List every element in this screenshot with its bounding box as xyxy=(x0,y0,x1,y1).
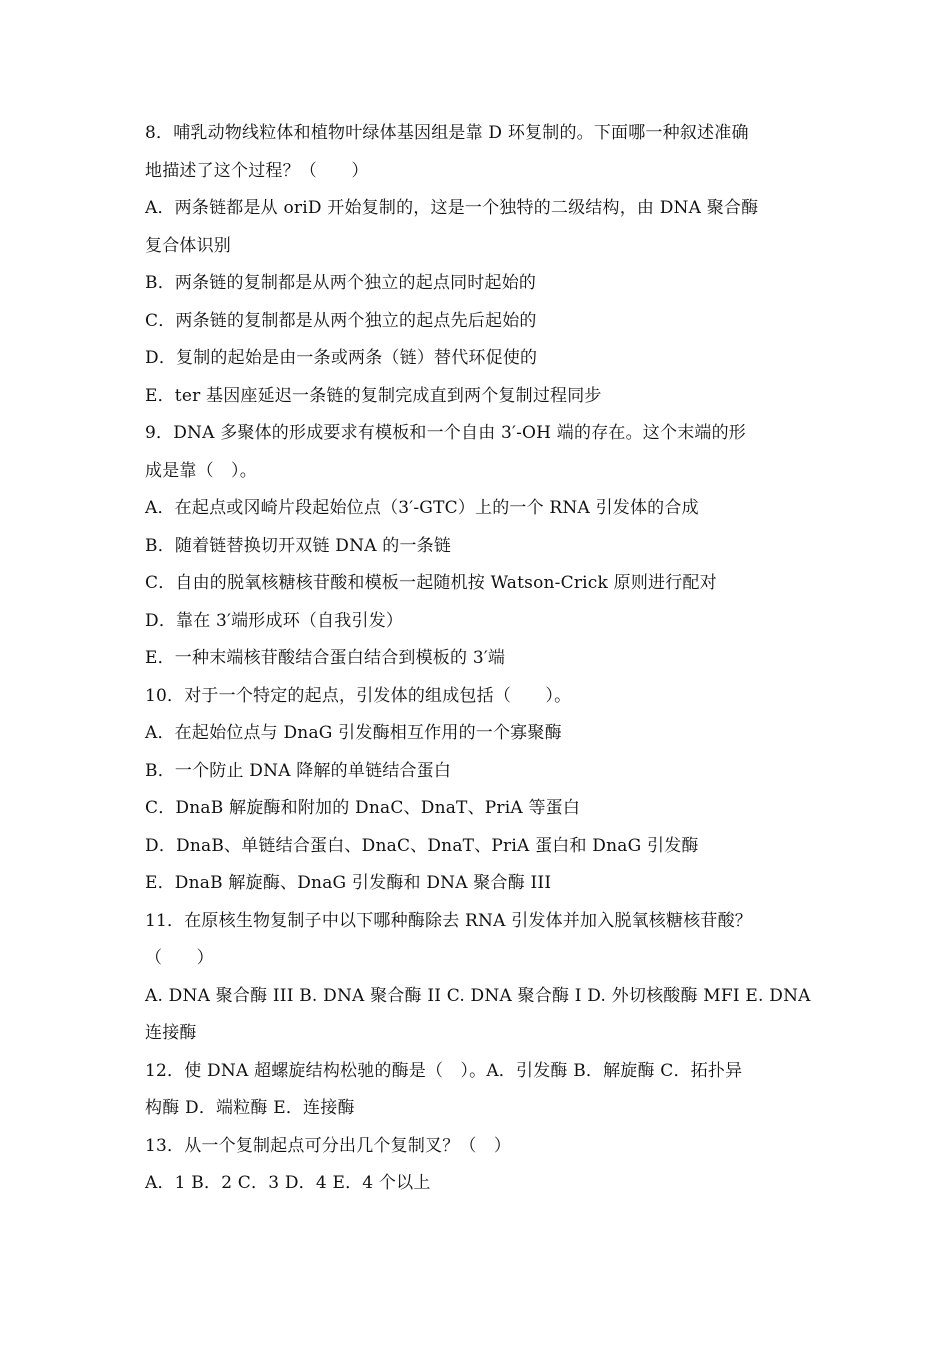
q13-options: A．1 B．2 C．3 D．4 E．4 个以上 xyxy=(145,1173,431,1193)
q9-option-b: B．随着链替换切开双链 DNA 的一条链 xyxy=(145,535,452,556)
q8-stem-line-1: 8．哺乳动物线粒体和植物叶绿体基因组是靠 D 环复制的。下面哪一种叙述准确 xyxy=(145,123,749,143)
q11-stem-line-2: （ ） xyxy=(145,948,214,968)
q10-option-a: A．在起始位点与 DnaG 引发酶相互作用的一个寡聚酶 xyxy=(145,723,562,743)
question-text-block xyxy=(145,115,813,1203)
q10-option-e: E．DnaB 解旋酶、DnaG 引发酶和 DNA 聚合酶 III xyxy=(145,873,552,893)
q11-options-line-1: A. DNA 聚合酶 III B. DNA 聚合酶 II C. DNA 聚合酶 I D. 外切核酸酶 MFI E. DNA xyxy=(145,985,811,1006)
q9-option-c: C．自由的脱氧核糖核苷酸和模板一起随机按 Watson-Crick 原则进行配对 xyxy=(145,573,717,593)
q9-option-e: E．一种末端核苷酸结合蛋白结合到模板的 3′端 xyxy=(145,648,506,668)
q10-option-c: C．DnaB 解旋酶和附加的 DnaC、DnaT、PriA 等蛋白 xyxy=(145,798,581,818)
q10-option-b: B．一个防止 DNA 降解的单链结合蛋白 xyxy=(145,760,452,781)
q10-option-d: D．DnaB、单链结合蛋白、DnaC、DnaT、PriA 蛋白和 DnaG 引发酶 xyxy=(145,835,699,856)
q9-stem-line-1: 9．DNA 多聚体的形成要求有模板和一个自由 3′-OH 端的存在。这个末端的形 xyxy=(145,423,746,443)
q12-line-2: 构酶 D．端粒酶 E．连接酶 xyxy=(145,1098,355,1118)
q11-stem-line-1: 11．在原核生物复制子中以下哪种酶除去 RNA 引发体并加入脱氧核糖核苷酸？ xyxy=(145,910,752,931)
q8-option-a-line-1: A．两条链都是从 oriD 开始复制的，这是一个独特的二级结构，由 DNA 聚合酶 xyxy=(145,198,759,218)
q8-option-a-line-2: 复合体识别 xyxy=(145,235,231,256)
q8-option-b: B．两条链的复制都是从两个独立的起点同时起始的 xyxy=(145,273,537,293)
q9-stem-line-2: 成是靠（ ）。 xyxy=(145,460,257,481)
q12-line-1: 12．使 DNA 超螺旋结构松驰的酶是（ ）。A．引发酶 B．解旋酶 C．拓扑异 xyxy=(145,1060,743,1081)
q11-options-line-2: 连接酶 xyxy=(145,1023,197,1043)
q8-option-c: C．两条链的复制都是从两个独立的起点先后起始的 xyxy=(145,310,537,331)
q8-stem-line-2: 地描述了这个过程？（ ） xyxy=(145,160,369,181)
q8-option-d: D．复制的起始是由一条或两条（链）替代环促使的 xyxy=(145,348,538,368)
q13-stem: 13．从一个复制起点可分出几个复制叉？（ ） xyxy=(145,1135,512,1156)
q10-stem: 10．对于一个特定的起点，引发体的组成包括（ ）。 xyxy=(145,685,572,706)
q8-option-e: E．ter 基因座延迟一条链的复制完成直到两个复制过程同步 xyxy=(145,385,602,406)
q9-option-d: D．靠在 3′端形成环（自我引发） xyxy=(145,610,404,631)
q9-option-a: A．在起点或冈崎片段起始位点（3′-GTC）上的一个 RNA 引发体的合成 xyxy=(145,498,699,518)
